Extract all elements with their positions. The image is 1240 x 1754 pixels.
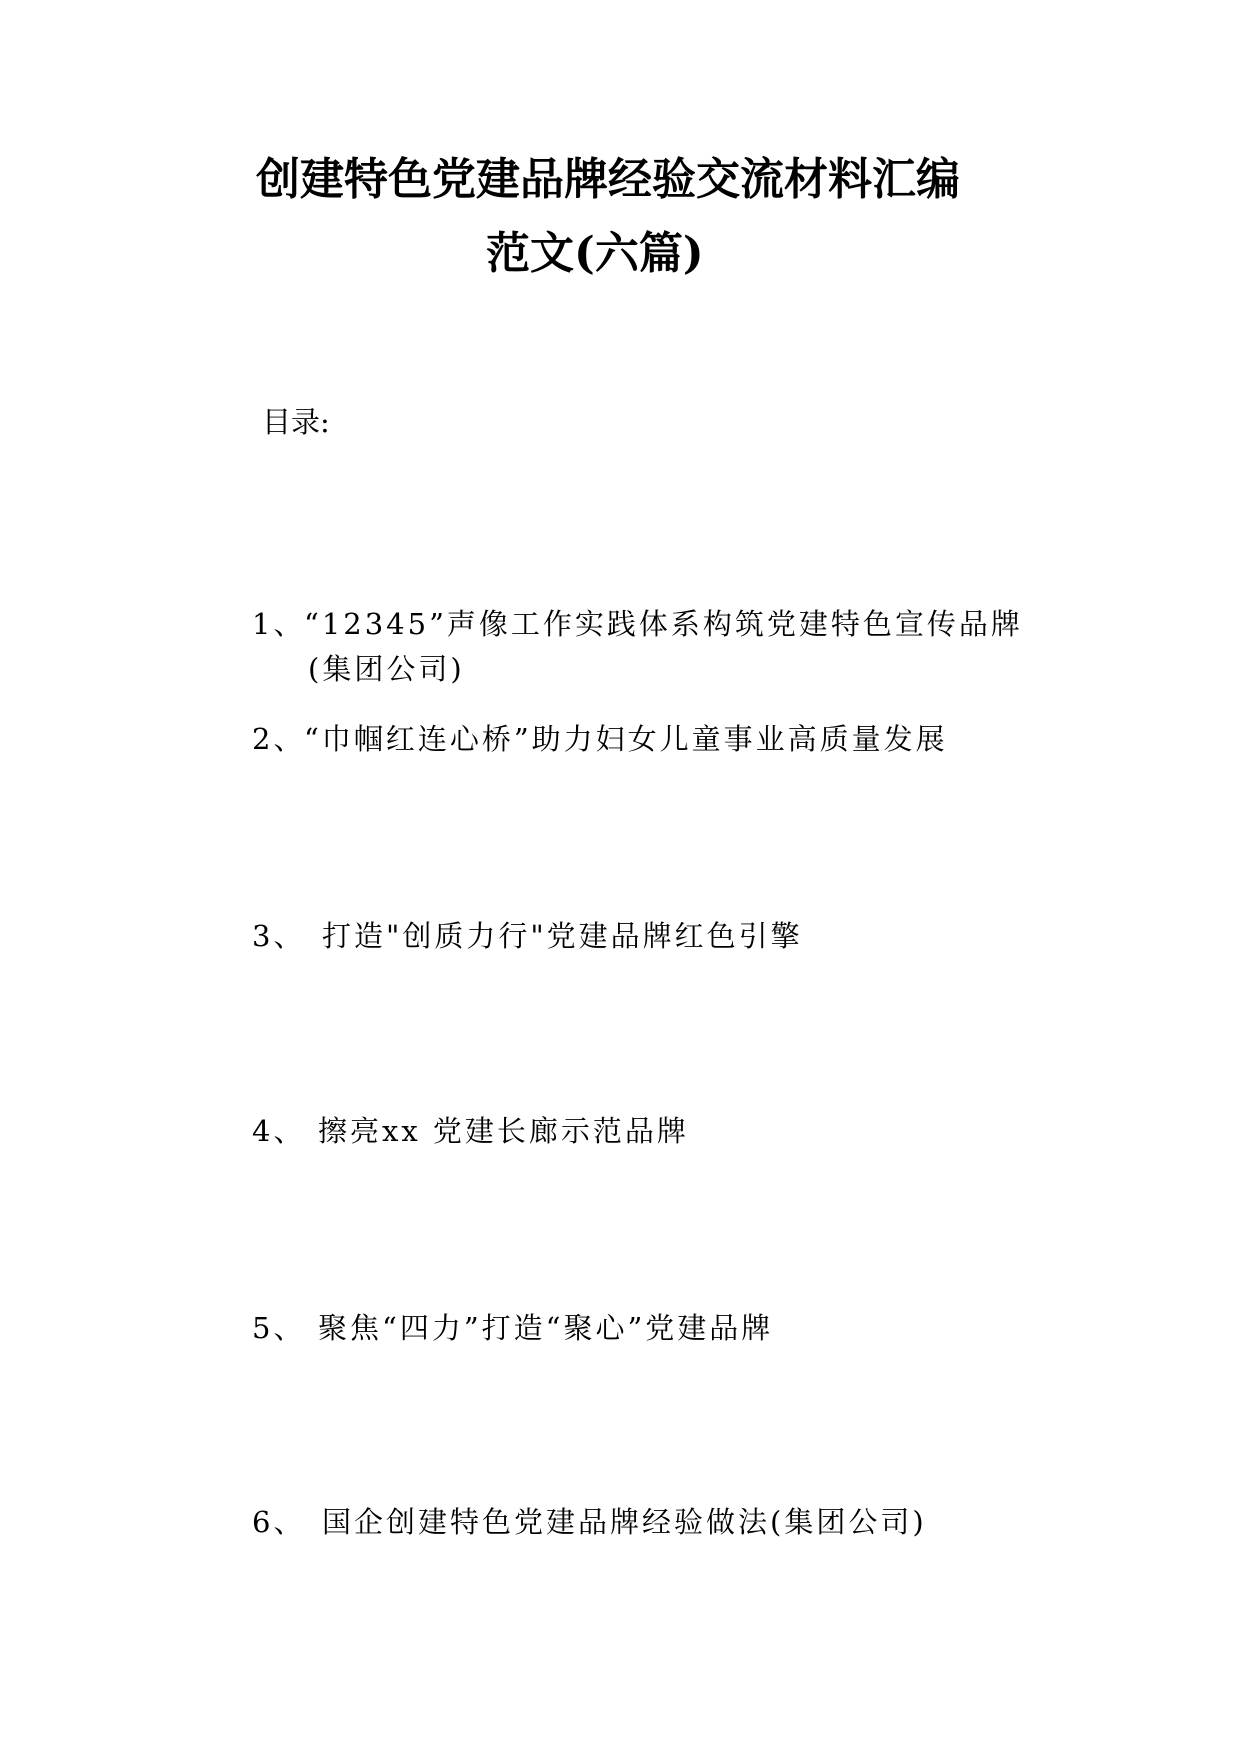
toc-item-text: 国企创建特色党建品牌经验做法(集团公司) xyxy=(322,1505,927,1539)
toc-item-number: 5、 xyxy=(252,1311,306,1345)
toc-item-number: 3、 xyxy=(252,919,306,953)
toc-item-text: “巾帼红连心桥”助力妇女儿童事业高质量发展 xyxy=(304,722,948,756)
toc-item-continuation: (集团公司) xyxy=(308,652,465,686)
toc-item-number: 2、 xyxy=(252,722,306,756)
document-title-line-1: 创建特色党建品牌经验交流材料汇编 xyxy=(256,154,960,205)
toc-heading: 目录: xyxy=(262,405,330,439)
document-title-line-2: 范文(六篇) xyxy=(486,228,704,279)
toc-item-number: 6、 xyxy=(252,1505,306,1539)
toc-item-text: 打造"创质力行"党建品牌红色引擎 xyxy=(322,919,803,953)
toc-item-text: 聚焦“四力”打造“聚心”党建品牌 xyxy=(318,1311,774,1345)
toc-item-text: 擦亮xx 党建长廊示范品牌 xyxy=(318,1114,689,1148)
toc-item-number: 1、 xyxy=(252,607,306,641)
toc-item-text: “12345”声像工作实践体系构筑党建特色宣传品牌 xyxy=(304,607,1023,641)
toc-item-number: 4、 xyxy=(252,1114,306,1148)
